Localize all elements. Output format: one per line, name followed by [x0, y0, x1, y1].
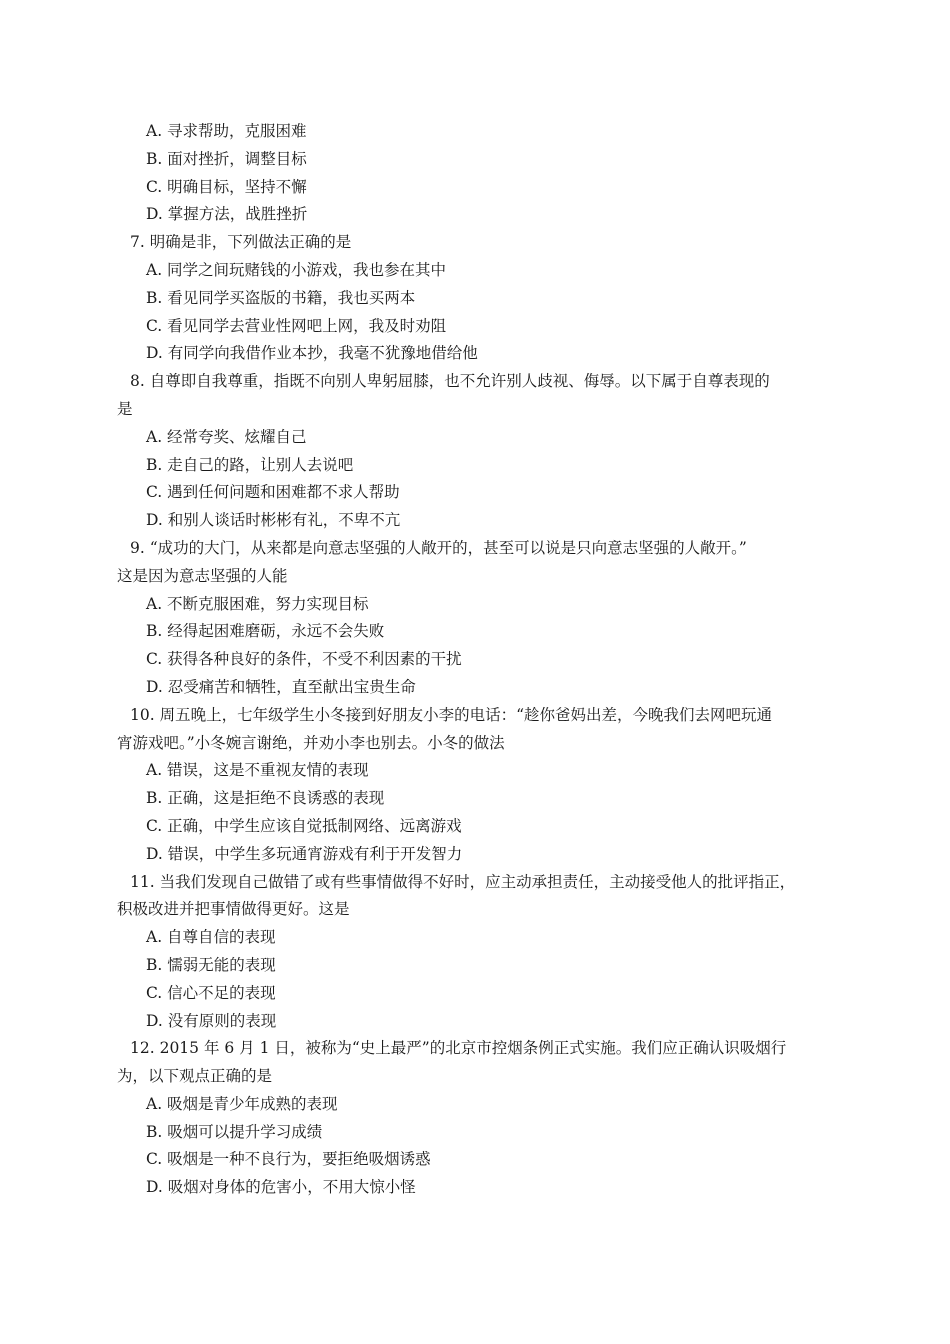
q12-option-a: A. 吸烟是青少年成熟的表现 [146, 1094, 338, 1113]
question-7 [117, 229, 837, 368]
q7-option-a: A. 同学之间玩赌钱的小游戏，我也参在其中 [146, 260, 447, 279]
q8-option-b: B. 走自己的路，让别人去说吧 [146, 455, 354, 474]
question-9 [117, 535, 837, 702]
q11-option-c: C. 信心不足的表现 [146, 983, 276, 1002]
q6-option-b: B. 面对挫折，调整目标 [146, 149, 307, 168]
q10-stem-line1: 10. 周五晚上，七年级学生小冬接到好朋友小李的电话：“趁你爸妈出差，今晚我们去网吧玩通 [130, 705, 773, 724]
question-12 [117, 1035, 837, 1202]
q12-stem-line2: 为，以下观点正确的是 [117, 1067, 273, 1086]
q6-option-a: A. 寻求帮助，克服困难 [146, 122, 307, 140]
q12-option-d: D. 吸烟对身体的危害小，不用大惊小怪 [146, 1178, 416, 1197]
q10-option-c: C. 正确，中学生应该自觉抵制网络、远离游戏 [146, 816, 462, 835]
q10-option-a: A. 错误，这是不重视友情的表现 [146, 761, 369, 780]
q7-option-d: D. 有同学向我借作业本抄，我毫不犹豫地借给他 [146, 344, 478, 363]
question-8 [117, 368, 837, 535]
q11-option-b: B. 懦弱无能的表现 [146, 955, 276, 974]
q9-option-b: B. 经得起困难磨砺，永远不会失败 [146, 622, 385, 641]
q8-stem-line1: 8. 自尊即自我尊重，指既不向别人卑躬屈膝，也不允许别人歧视、侮辱。以下属于自尊表现的 [130, 372, 770, 391]
q7-option-b: B. 看见同学买盗版的书籍，我也买两本 [146, 288, 416, 307]
q8-option-d: D. 和别人谈话时彬彬有礼，不卑不亢 [146, 511, 401, 530]
q9-option-a: A. 不断克服困难，努力实现目标 [146, 594, 369, 613]
q9-stem-line1: 9. “成功的大门，从来都是向意志坚强的人敞开的，甚至可以说是只向意志坚强的人敞开。” [130, 538, 747, 557]
q12-stem-line1: 12. 2015 年 6 月 1 日，被称为“史上最严”的北京市控烟条例正式实施。我们应正确认识吸烟行 [130, 1039, 787, 1058]
q11-option-d: D. 没有原则的表现 [146, 1011, 277, 1030]
question-6 [117, 118, 837, 229]
q9-option-c: C. 获得各种良好的条件，不受不利因素的干扰 [146, 650, 462, 669]
q8-stem-line2: 是 [117, 399, 133, 418]
question-11 [117, 869, 837, 1036]
q6-option-c: C. 明确目标，坚持不懈 [146, 177, 307, 196]
question-list [117, 118, 837, 1202]
q10-option-b: B. 正确，这是拒绝不良诱惑的表现 [146, 789, 385, 808]
q11-option-a: A. 自尊自信的表现 [146, 928, 276, 947]
q10-option-d: D. 错误，中学生多玩通宵游戏有利于开发智力 [146, 844, 463, 863]
q11-stem-line1: 11. 当我们发现自己做错了或有些事情做得不好时，应主动承担责任，主动接受他人的批评指正， [130, 872, 796, 891]
question-10 [117, 702, 837, 869]
q6-option-d: D. 掌握方法，战胜挫折 [146, 205, 308, 224]
q8-option-a: A. 经常夸奖、炫耀自己 [146, 427, 307, 446]
q10-stem-line2: 宵游戏吧。”小冬婉言谢绝，并劝小李也别去。小冬的做法 [117, 733, 505, 752]
q7-stem: 7. 明确是非，下列做法正确的是 [130, 233, 352, 252]
q12-option-b: B. 吸烟可以提升学习成绩 [146, 1122, 323, 1141]
q8-option-c: C. 遇到任何问题和困难都不求人帮助 [146, 483, 400, 502]
q11-stem-line2: 积极改进并把事情做得更好。这是 [117, 900, 350, 919]
q9-stem-line2: 这是因为意志坚强的人能 [117, 566, 288, 585]
q12-option-c: C. 吸烟是一种不良行为，要拒绝吸烟诱惑 [146, 1150, 431, 1169]
q7-option-c: C. 看见同学去营业性网吧上网，我及时劝阻 [146, 316, 447, 335]
q9-option-d: D. 忍受痛苦和牺牲，直至献出宝贵生命 [146, 677, 416, 696]
